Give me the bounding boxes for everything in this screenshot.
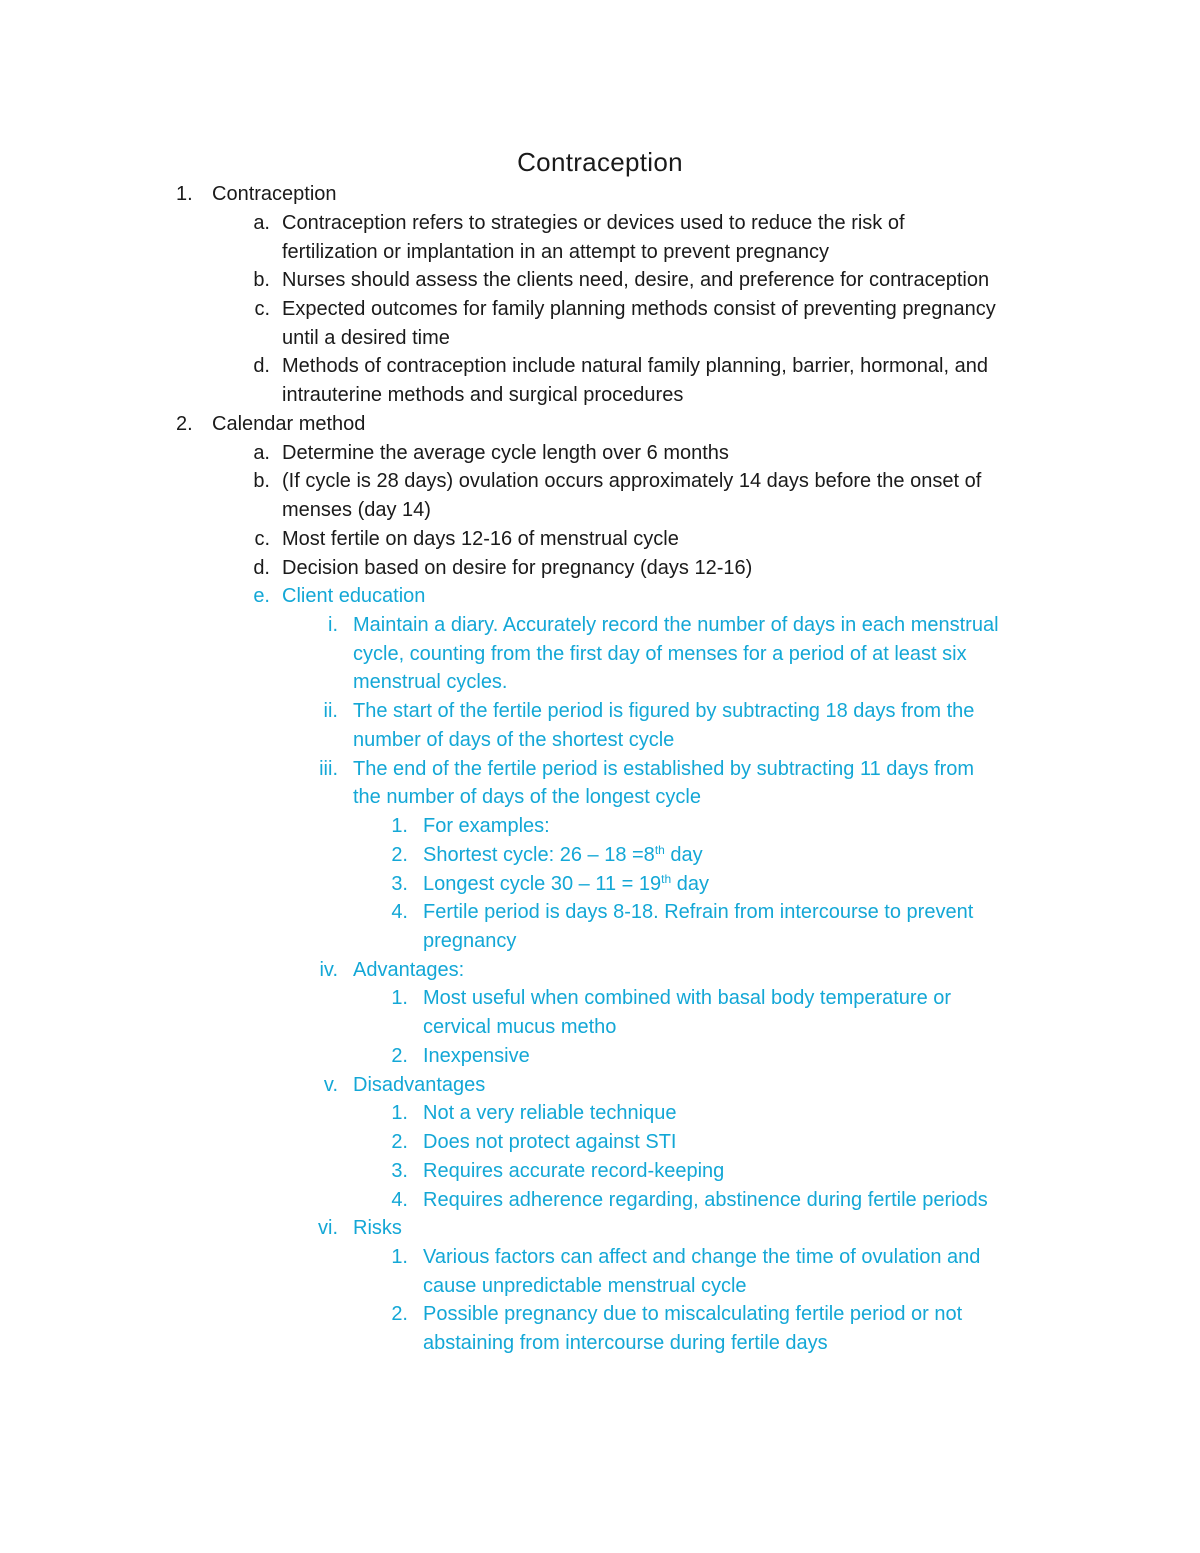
- list-item-text: cervical mucus metho: [423, 1016, 617, 1038]
- list-item-text: menstrual cycles.: [353, 671, 508, 693]
- list-marker: c.: [254, 298, 270, 320]
- list-item-text: cycle, counting from the first day of menses for a period of at least six: [353, 643, 967, 665]
- list-item-text: Most useful when combined with basal body temperature or: [423, 987, 952, 1009]
- list-marker: c.: [254, 528, 270, 550]
- list-item-text: Contraception: [212, 183, 337, 205]
- page-title: Contraception: [517, 147, 683, 177]
- list-marker: e.: [253, 585, 270, 607]
- list-item-text: Advantages:: [353, 959, 465, 981]
- list-item-text: For examples:: [423, 815, 550, 837]
- list-marker: iii.: [319, 758, 338, 780]
- list-item-text: Nurses should assess the clients need, desire, and preference for contraception: [282, 269, 990, 291]
- list-marker: v.: [323, 1074, 338, 1096]
- list-item-text: Possible pregnancy due to miscalculating fertile period or not: [423, 1303, 963, 1325]
- list-item-text: intrauterine methods and surgical procedures: [282, 384, 684, 406]
- list-item-text-tail: day: [671, 873, 709, 895]
- list-marker: a.: [253, 442, 270, 464]
- list-marker: d.: [253, 557, 270, 579]
- list-marker: 3.: [391, 1160, 408, 1182]
- list-item-text: Risks: [353, 1217, 402, 1239]
- ordinal-suffix: th: [654, 843, 665, 857]
- list-marker: 1.: [391, 815, 408, 837]
- list-item-text: Determine the average cycle length over 6 months: [282, 442, 729, 464]
- ordinal-suffix: th: [661, 872, 672, 886]
- list-item-text: Longest cycle 30 – 11 = 19: [423, 873, 662, 895]
- list-item-text: Inexpensive: [423, 1045, 530, 1067]
- list-item-text-wrap: [423, 870, 709, 899]
- list-item-text: pregnancy: [423, 930, 517, 952]
- list-marker: vi.: [318, 1217, 338, 1239]
- list-item-text: fertilization or implantation in an attempt to prevent pregnancy: [282, 241, 829, 263]
- list-item-text-tail: day: [664, 844, 703, 866]
- list-item-text: Not a very reliable technique: [423, 1102, 677, 1124]
- list-item-text: until a desired time: [282, 327, 450, 349]
- list-marker: b.: [253, 269, 270, 291]
- list-marker: iv.: [319, 959, 338, 981]
- list-item-text: Contraception refers to strategies or devices used to reduce the risk of: [282, 212, 905, 234]
- list-item-text: cause unpredictable menstrual cycle: [423, 1275, 747, 1297]
- list-item-text: number of days of the shortest cycle: [353, 729, 675, 751]
- list-marker: 4.: [391, 1189, 408, 1211]
- list-marker: 1.: [176, 183, 193, 205]
- list-marker: 2.: [391, 1045, 408, 1067]
- list-marker: b.: [253, 470, 270, 492]
- list-item-text: Methods of contraception include natural family planning, barrier, hormonal, and: [282, 355, 988, 377]
- list-marker: ii.: [323, 700, 338, 722]
- list-item-text: Disadvantages: [353, 1074, 486, 1096]
- list-item-text: The end of the fertile period is established by subtracting 11 days from: [353, 758, 975, 780]
- list-item-text: Requires accurate record-keeping: [423, 1160, 725, 1182]
- list-item-text: Fertile period is days 8-18. Refrain from intercourse to prevent: [423, 901, 974, 923]
- list-marker: i.: [328, 614, 338, 636]
- list-marker: 2.: [391, 1131, 408, 1153]
- list-item-text: menses (day 14): [282, 499, 431, 521]
- list-item-text: the number of days of the longest cycle: [353, 786, 701, 808]
- list-item-text: Calendar method: [212, 413, 366, 435]
- list-marker: 2.: [176, 413, 193, 435]
- list-item-text: Client education: [282, 585, 426, 607]
- list-marker: 1.: [391, 987, 408, 1009]
- list-item-text: Shortest cycle: 26 – 18 =8: [423, 844, 655, 866]
- list-item-text: Decision based on desire for pregnancy (days 12-16): [282, 557, 753, 579]
- list-item-text: Requires adherence regarding, abstinence during fertile periods: [423, 1189, 988, 1211]
- list-item-text-wrap: [423, 841, 703, 870]
- list-item-text: The start of the fertile period is figured by subtracting 18 days from the: [353, 700, 975, 722]
- list-item-text: Most fertile on days 12-16 of menstrual cycle: [282, 528, 679, 550]
- list-item-text: Various factors can affect and change the time of ovulation and: [423, 1246, 981, 1268]
- list-item-text: Expected outcomes for family planning methods consist of preventing pregnancy: [282, 298, 996, 320]
- list-marker: 1.: [391, 1102, 408, 1124]
- list-marker: 3.: [391, 873, 408, 895]
- list-marker: a.: [253, 212, 270, 234]
- list-marker: 1.: [391, 1246, 408, 1268]
- list-marker: d.: [253, 355, 270, 377]
- list-marker: 2.: [391, 1303, 408, 1325]
- list-item-text: Maintain a diary. Accurately record the number of days in each menstrual: [353, 614, 999, 636]
- list-item-text: Does not protect against STI: [423, 1131, 677, 1153]
- list-item-text: abstaining from intercourse during fertile days: [423, 1332, 828, 1354]
- list-item-text: (If cycle is 28 days) ovulation occurs approximately 14 days before the onset of: [282, 470, 982, 492]
- list-marker: 2.: [391, 844, 408, 866]
- list-marker: 4.: [391, 901, 408, 923]
